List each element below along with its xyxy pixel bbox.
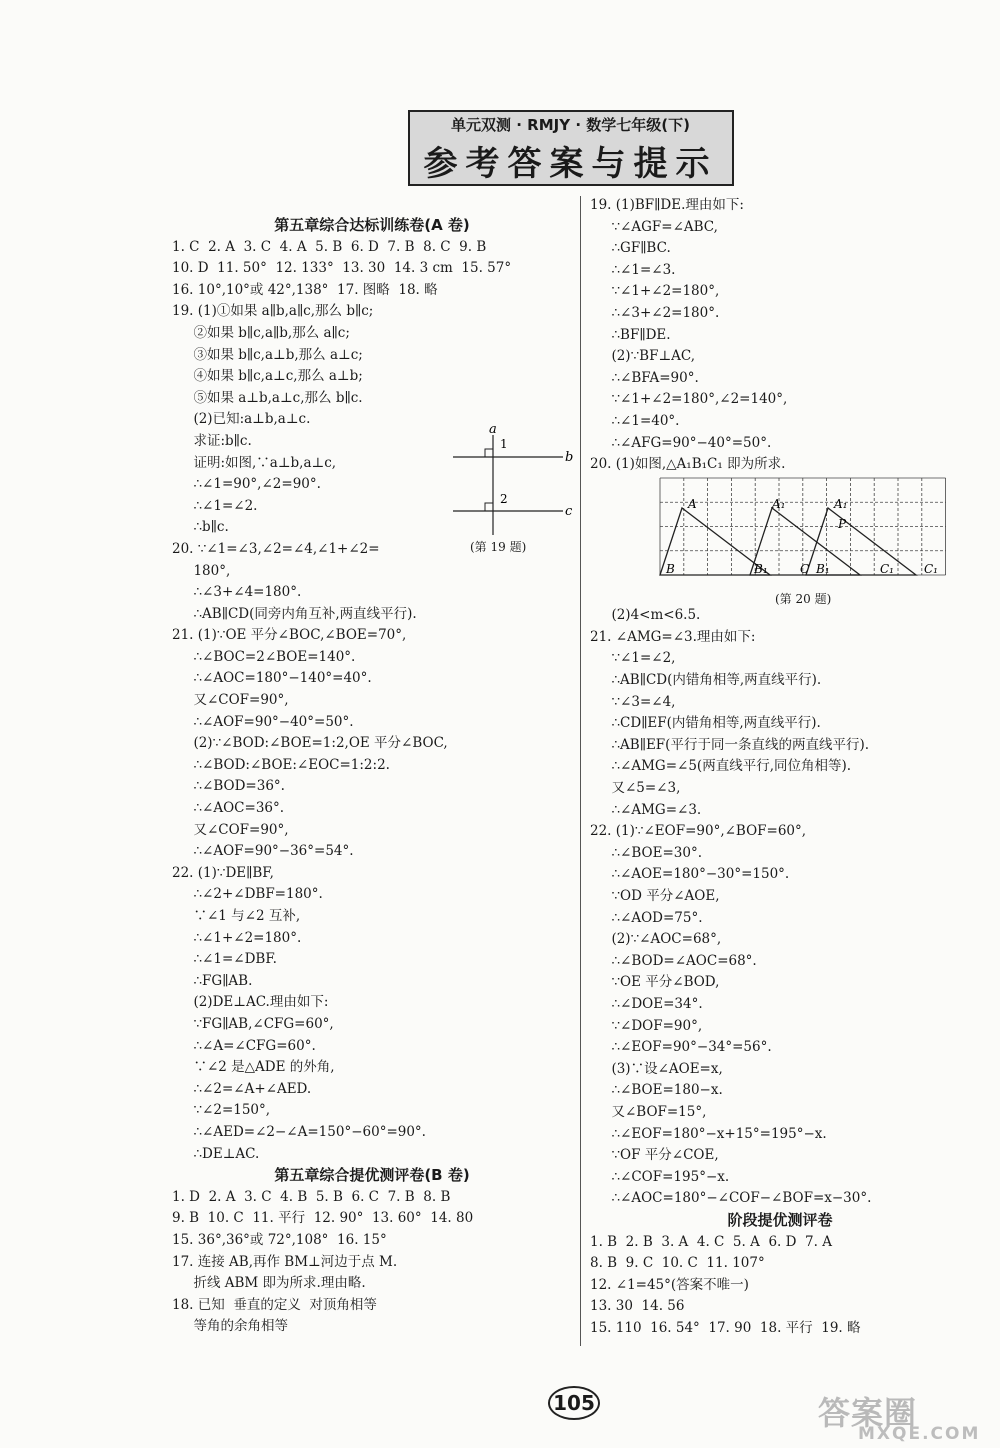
- answer-line: ∴AB∥CD(内错角相等,两直线平行).: [590, 672, 822, 689]
- answer-line: 折线 ABM 即为所求.理由略.: [172, 1275, 366, 1292]
- answer-line: ∴∠AOC=36°.: [172, 800, 285, 817]
- answer-line: 22. (1)∵∠EOF=90°,∠BOF=60°,: [590, 823, 807, 840]
- answer-line: 15. 36°,36°或 72°,108° 16. 15°: [172, 1231, 387, 1248]
- answer-line: 1. B 2. B 3. A 4. C 5. A 6. D 7. A: [590, 1233, 832, 1250]
- answer-line: ∴∠BOE=30°.: [590, 844, 702, 861]
- answer-line: ∵∠1 与∠2 互补,: [172, 908, 301, 924]
- answer-line: 12. ∠1=45°(答案不唯一): [590, 1276, 749, 1293]
- answer-line: ∴∠1=∠3.: [590, 261, 676, 278]
- fig20-grid: [660, 478, 946, 575]
- column-divider: [580, 196, 581, 1346]
- answer-line: 又∠COF=90°,: [172, 692, 289, 709]
- answer-line: 17. 连接 AB,再作 BM⊥河边于点 M.: [172, 1253, 398, 1270]
- answer-line: ∵∠1=∠2,: [590, 650, 676, 667]
- answer-line: 13. 30 14. 56: [590, 1298, 685, 1315]
- answer-line: ∴∠1=40°.: [590, 412, 680, 429]
- fig19-label-2: 2: [500, 492, 508, 506]
- figure-19-caption: (第 19 题): [470, 540, 527, 554]
- figure-20-caption: (第 20 题): [775, 592, 832, 606]
- answer-line: ∴∠1=∠DBF.: [172, 951, 277, 968]
- answer-line: 21. ∠AMG=∠3.理由如下:: [590, 628, 756, 645]
- figure-20: [652, 470, 952, 585]
- answer-line: ∴∠AOC=180°−∠COF−∠BOF=x−30°.: [590, 1190, 872, 1207]
- answer-line: 20. ∵∠1=∠3,∠2=∠4,∠1+∠2=: [172, 540, 380, 557]
- answer-line: 又∠COF=90°,: [172, 821, 289, 838]
- answer-line: 16. 10°,10°或 42°,138° 17. 图略 18. 略: [172, 281, 438, 298]
- answer-line: ∴DE⊥AC.: [172, 1145, 260, 1162]
- answer-line: ∴∠3+∠2=180°.: [590, 304, 720, 321]
- answer-line: ∴∠2+∠DBF=180°.: [172, 886, 323, 903]
- answer-line: ∵∠1+∠2=180°,: [590, 283, 720, 300]
- answer-line: ∵FG∥AB,∠CFG=60°,: [172, 1015, 334, 1032]
- answer-line: ∴CD∥EF(内错角相等,两直线平行).: [590, 715, 821, 732]
- answer-line: ∴∠AOE=180°−30°=150°.: [590, 866, 790, 883]
- answer-line: ∴∠BOC=2∠BOE=140°.: [172, 648, 356, 665]
- answer-line: 15. 110 16. 54° 17. 90 18. 平行 19. 略: [590, 1319, 861, 1336]
- answer-line: 180°,: [172, 562, 231, 579]
- answer-line: ∵OD 平分∠AOE,: [590, 888, 720, 904]
- answer-line: ∵∠2=150°,: [172, 1102, 271, 1119]
- section-title: 第五章综合达标训练卷(A 卷): [274, 216, 470, 234]
- fig20-label-a1-left: A₁: [772, 497, 786, 511]
- answer-line: ∴AB∥CD(同旁内角互补,两直线平行).: [172, 605, 417, 622]
- page-number: 105: [548, 1386, 600, 1420]
- answer-line: ∴∠COF=195°−x.: [590, 1168, 730, 1185]
- answer-line: ∴AB∥EF(平行于同一条直线的两直线平行).: [590, 736, 869, 753]
- answer-line: ∴∠AFG=90°−40°=50°.: [590, 434, 772, 451]
- answer-line: (2)DE⊥AC.理由如下:: [172, 994, 329, 1011]
- answer-line: 证明:如图,∵a⊥b,a⊥c,: [172, 454, 337, 471]
- answer-line: ∴FG∥AB.: [172, 972, 253, 989]
- answer-line: 1. D 2. A 3. C 4. B 5. B 6. C 7. B 8. B: [172, 1188, 451, 1205]
- answer-line: 求证:b∥c.: [172, 432, 252, 449]
- answer-line: ∴∠DOE=34°.: [590, 995, 703, 1012]
- answer-line: 20. (1)如图,△A₁B₁C₁ 即为所求.: [590, 456, 786, 473]
- fig20-label-p: P: [838, 517, 847, 531]
- answer-line: ⑤如果 a⊥b,a⊥c,那么 b∥c.: [172, 389, 363, 406]
- answer-line: ∴BF∥DE.: [590, 326, 671, 343]
- answer-line: 9. B 10. C 11. 平行 12. 90° 13. 60° 14. 80: [172, 1210, 474, 1227]
- header-title: 参考答案与提示: [423, 144, 718, 184]
- answer-line: ④如果 b∥c,a⊥c,那么 a⊥b;: [172, 368, 363, 385]
- answer-line: 19. (1)BF∥DE.理由如下:: [590, 197, 744, 213]
- answer-line: ∴∠BOD=36°.: [172, 778, 285, 795]
- fig19-label-b: b: [565, 450, 574, 465]
- fig20-label-b1-right: B₁: [816, 562, 830, 576]
- answer-line: 1. C 2. A 3. C 4. A 5. B 6. D 7. B 8. C 9. B: [172, 238, 487, 255]
- fig20-label-c1-right: C₁: [924, 562, 938, 576]
- right-angle-mark-2: [485, 503, 493, 511]
- answer-line: ∵∠AGF=∠ABC,: [590, 218, 718, 235]
- fig19-label-a: a: [489, 422, 497, 437]
- answer-line: ∴∠AOF=90°−36°=54°.: [172, 843, 354, 860]
- right-column: [590, 195, 970, 1339]
- fig20-label-c1-left: C₁: [880, 562, 894, 576]
- answer-line: ∴GF∥BC.: [590, 240, 671, 257]
- answer-line: ∴∠AOD=75°.: [590, 909, 703, 926]
- answer-line: ②如果 b∥c,a∥b,那么 a∥c;: [172, 324, 350, 341]
- answer-line: ∴∠BOD=∠AOC=68°.: [590, 952, 757, 969]
- answer-line: (2)∵∠AOC=68°,: [590, 931, 722, 948]
- answer-line: ∴∠AED=∠2−∠A=150°−60°=90°.: [172, 1123, 426, 1140]
- answer-line: ∴∠BFA=90°.: [590, 369, 699, 386]
- answer-line: 又∠5=∠3,: [590, 780, 681, 797]
- section-title: 第五章综合提优测评卷(B 卷): [274, 1166, 470, 1185]
- answer-line: 10. D 11. 50° 12. 133° 13. 30 14. 3 cm 15. 57°: [172, 260, 512, 277]
- answer-line: ∵∠DOF=90°,: [590, 1017, 703, 1034]
- answer-line: ∴∠1=∠2.: [172, 497, 258, 514]
- answer-line: ∴∠BOE=180−x.: [590, 1082, 723, 1099]
- answer-line: ∴∠EOF=180°−x+15°=195°−x.: [590, 1125, 827, 1142]
- right-angle-mark-1: [485, 449, 493, 457]
- answer-line: ∵OF 平分∠COE,: [590, 1147, 719, 1164]
- fig20-label-b1-left: B₁: [754, 562, 768, 576]
- watermark-logo: 答案圈: [818, 1394, 918, 1432]
- fig19-label-1: 1: [500, 437, 508, 451]
- answer-line: ③如果 b∥c,a⊥b,那么 a⊥c;: [172, 346, 363, 363]
- answer-line: 21. (1)∵OE 平分∠BOC,∠BOE=70°,: [172, 627, 407, 644]
- answer-line: ∵OE 平分∠BOD,: [590, 974, 720, 991]
- answer-line: ∴∠3+∠4=180°.: [172, 584, 302, 601]
- fig19-label-c: c: [565, 504, 573, 519]
- answer-line: (2)已知:a⊥b,a⊥c.: [172, 411, 311, 428]
- answer-line: 22. (1)∵DE∥BF,: [172, 864, 274, 881]
- section-title: 阶段提优测评卷: [727, 1210, 833, 1229]
- answer-line: 等角的余角相等: [172, 1318, 288, 1335]
- answer-line: ∵∠3=∠4,: [590, 693, 676, 710]
- header-subtitle: 单元双测 · RMJY · 数学七年级(下): [451, 116, 690, 134]
- answer-line: ∴∠AMG=∠5(两直线平行,同位角相等).: [590, 758, 852, 775]
- fig20-label-a1-right: A₁: [834, 497, 848, 511]
- answer-line: ∴∠2=∠A+∠AED.: [172, 1080, 312, 1097]
- answer-line: ∴∠BOD:∠BOE:∠EOC=1:2:2.: [172, 756, 390, 773]
- answer-line: ∴b∥c.: [172, 519, 229, 536]
- answer-line: ∴∠EOF=90°−34°=56°.: [590, 1039, 772, 1056]
- answer-line: ∵∠2 是△ADE 的外角,: [172, 1059, 335, 1076]
- answer-line: 又∠BOF=15°,: [590, 1103, 707, 1120]
- watermark-url: MXQE.COM: [858, 1424, 981, 1444]
- fig20-label-a: A: [688, 497, 697, 511]
- answer-line: 8. B 9. C 10. C 11. 107°: [590, 1255, 765, 1272]
- fig20-label-c: C: [800, 562, 810, 576]
- answer-line: ∵∠1+∠2=180°,∠2=140°,: [590, 391, 788, 408]
- answer-line: (3)∵设∠AOE=x,: [590, 1060, 723, 1077]
- answer-line: (2)∵BF⊥AC,: [590, 348, 696, 365]
- answer-line: 19. (1)①如果 a∥b,a∥c,那么 b∥c;: [172, 303, 374, 320]
- answer-line: ∴∠1=90°,∠2=90°.: [172, 476, 321, 493]
- answer-line: ∴∠A=∠CFG=60°.: [172, 1037, 316, 1054]
- answer-line: ∴∠AMG=∠3.: [590, 801, 702, 818]
- watermark: [818, 1388, 996, 1444]
- answer-line: ∴∠AOF=90°−40°=50°.: [172, 713, 354, 730]
- answer-line: ∴∠1+∠2=180°.: [172, 929, 302, 946]
- answer-line: 18. 已知 垂直的定义 对顶角相等: [172, 1296, 377, 1313]
- answer-line: (2)4<m<6.5.: [590, 607, 701, 624]
- left-column: [172, 215, 572, 1338]
- answer-line: (2)∵∠BOD:∠BOE=1:2,OE 平分∠BOC,: [172, 735, 448, 752]
- answer-line: ∴∠AOC=180°−140°=40°.: [172, 670, 372, 687]
- fig20-label-b: B: [666, 562, 675, 576]
